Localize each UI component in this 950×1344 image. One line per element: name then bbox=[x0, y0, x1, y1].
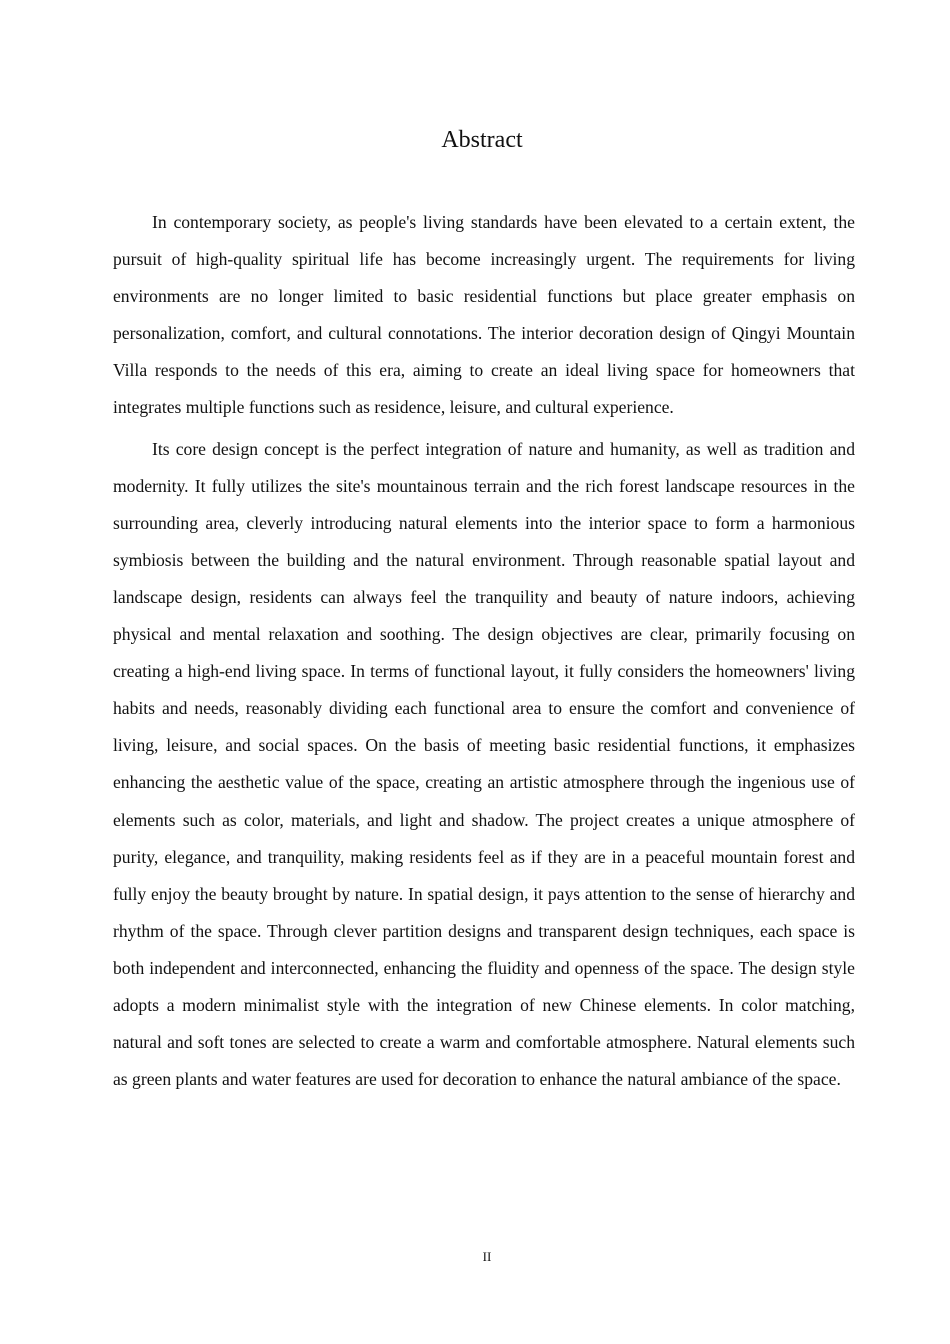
abstract-paragraph: Its core design concept is the perfect integration of nature and humanity, as well as tradition and modernity. It fully utilizes the site's mountainous terrain and the rich forest landscape resources in the surrounding area, cleverly introducing natural elements into the interior space to form a harmonious symbiosis between the building and the natural environment. Through reasonable spatial layout and landscape design, residents can always feel the tranquility and beauty of nature indoors, achieving physical and mental relaxation and soothing. The design objectives are clear, primarily focusing on creating a high-end living space. In terms of functional layout, it fully considers the homeowners' living habits and needs, reasonably dividing each functional area to ensure the comfort and convenience of living, leisure, and social spaces. On the basis of meeting basic residential functions, it emphasizes enhancing the aesthetic value of the space, creating an artistic atmosphere through the ingenious use of elements such as color, materials, and light and shadow. The project creates a unique atmosphere of purity, elegance, and tranquility, making residents feel as if they are in a peaceful mountain forest and fully enjoy the beauty brought by nature. In spatial design, it pays attention to the sense of hierarchy and rhythm of the space. Through clever partition designs and transparent design techniques, each space is both independent and interconnected, enhancing the fluidity and openness of the space. The design style adopts a modern minimalist style with the integration of new Chinese elements. In color matching, natural and soft tones are selected to create a warm and comfortable atmosphere. Natural elements such as green plants and water features are used for decoration to enhance the natural ambiance of the space. bbox=[113, 438, 855, 1090]
abstract-paragraph: In contemporary society, as people's living standards have been elevated to a certain extent, the pursuit of high-quality spiritual life has become increasingly urgent. The requirements for living environments are no longer limited to basic residential functions but place greater emphasis on personalization, comfort, and cultural connotations. The interior decoration design of Qingyi Mountain Villa responds to the needs of this era, aiming to create an ideal living space for homeowners that integrates multiple functions such as residence, leisure, and cultural experience. bbox=[113, 212, 855, 418]
page-title: Abstract bbox=[441, 127, 523, 153]
page-number: II bbox=[482, 1249, 492, 1264]
abstract-body bbox=[113, 204, 855, 1102]
